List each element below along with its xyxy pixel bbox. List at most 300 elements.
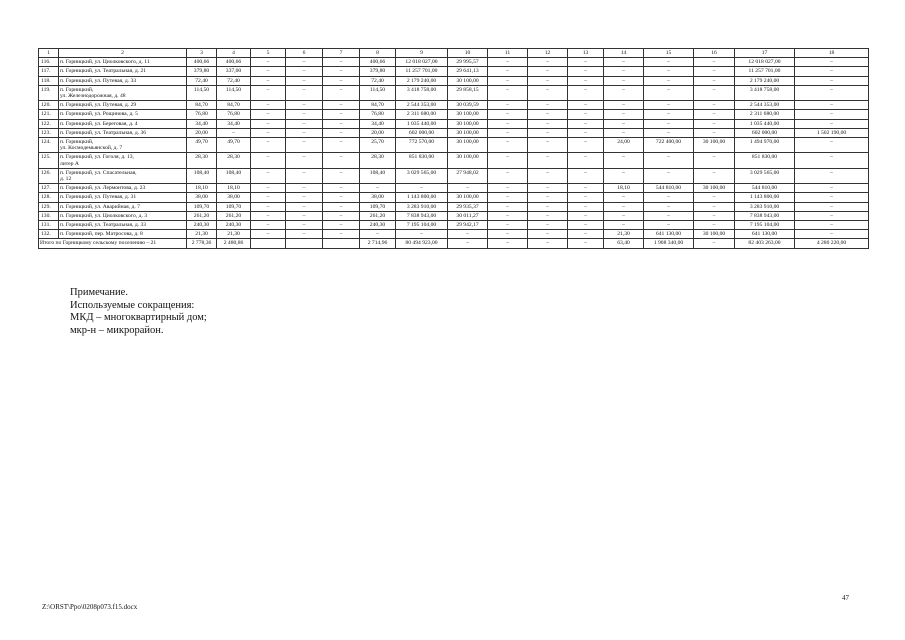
value-cell: – <box>795 184 869 193</box>
page-number: 47 <box>842 594 849 602</box>
value-cell: 11 257 701,00 <box>735 67 795 76</box>
value-cell: – <box>286 153 323 168</box>
value-cell: 30 011,27 <box>448 211 488 220</box>
value-cell: 3 029 565,00 <box>396 168 448 183</box>
address-line-2: д. 12 <box>60 176 72 183</box>
value-cell: – <box>323 128 360 137</box>
value-cell: – <box>360 230 396 239</box>
value-cell: 641 130,00 <box>735 230 795 239</box>
value-cell: – <box>251 184 286 193</box>
value-cell: – <box>795 168 869 183</box>
value-cell: 7 195 104,00 <box>396 221 448 230</box>
value-cell: 30 100,00 <box>448 138 488 153</box>
row-number-cell: 124. <box>39 138 59 153</box>
total-value-cell: – <box>568 239 604 248</box>
value-cell: 84,70 <box>217 101 251 110</box>
address-cell <box>59 119 187 128</box>
value-cell: 3 283 910,00 <box>396 202 448 211</box>
value-cell: – <box>323 85 360 100</box>
value-cell: – <box>251 202 286 211</box>
value-cell: 400,66 <box>360 58 396 67</box>
address-cell <box>59 110 187 119</box>
value-cell: – <box>795 221 869 230</box>
table-row <box>39 128 869 137</box>
table-row <box>39 153 869 168</box>
value-cell: – <box>604 168 644 183</box>
value-cell: – <box>644 110 694 119</box>
total-value-cell: 2 714,96 <box>360 239 396 248</box>
value-cell: 34,40 <box>217 119 251 128</box>
value-cell: – <box>323 211 360 220</box>
value-cell: – <box>323 119 360 128</box>
file-path: Z:\ORST\Ppo\0208p073.f15.docx <box>42 603 138 611</box>
value-cell: – <box>528 138 568 153</box>
value-cell: – <box>323 153 360 168</box>
value-cell: – <box>568 221 604 230</box>
value-cell: 30 100,00 <box>448 128 488 137</box>
column-number-cell: 17 <box>735 49 795 58</box>
value-cell: – <box>286 221 323 230</box>
value-cell: – <box>604 110 644 119</box>
value-cell: 12 018 027,00 <box>735 58 795 67</box>
address-line: п. Горницкий, <box>60 86 94 93</box>
header-row <box>39 49 869 58</box>
note-line: мкр-н – микрорайон. <box>70 324 164 336</box>
table-row <box>39 230 869 239</box>
value-cell: – <box>568 153 604 168</box>
column-number-cell: 9 <box>396 49 448 58</box>
value-cell: 240,30 <box>187 221 217 230</box>
address-cell <box>59 211 187 220</box>
value-cell: – <box>568 85 604 100</box>
value-cell: – <box>448 184 488 193</box>
value-cell: – <box>251 153 286 168</box>
value-cell: – <box>488 67 528 76</box>
value-cell: 1 502 190,00 <box>795 128 869 137</box>
value-cell: 544 810,00 <box>644 184 694 193</box>
value-cell: 3 283 910,00 <box>735 202 795 211</box>
table-row <box>39 184 869 193</box>
value-cell: – <box>644 221 694 230</box>
value-cell: – <box>251 138 286 153</box>
column-number-cell: 15 <box>644 49 694 58</box>
value-cell: – <box>488 101 528 110</box>
value-cell: – <box>604 67 644 76</box>
value-cell: 18,10 <box>217 184 251 193</box>
value-cell: – <box>323 101 360 110</box>
value-cell: – <box>528 153 568 168</box>
value-cell: – <box>644 193 694 202</box>
address-line: п. Горницкий, ул. Циолковского, д. 3 <box>60 212 148 219</box>
table-row <box>39 221 869 230</box>
address-cell <box>59 67 187 76</box>
value-cell: 29 935,37 <box>448 202 488 211</box>
value-cell: 108,40 <box>217 168 251 183</box>
value-cell: – <box>286 138 323 153</box>
value-cell: – <box>323 184 360 193</box>
address-cell <box>59 101 187 110</box>
value-cell: – <box>694 119 735 128</box>
value-cell: – <box>286 119 323 128</box>
value-cell: – <box>251 110 286 119</box>
value-cell: – <box>644 211 694 220</box>
value-cell: – <box>694 101 735 110</box>
value-cell: 76,80 <box>217 110 251 119</box>
address-line: п. Горницкий, ул. Путевая, д. 29 <box>60 102 137 109</box>
value-cell: 49,70 <box>217 138 251 153</box>
value-cell: 30 100,00 <box>694 184 735 193</box>
value-cell: – <box>694 67 735 76</box>
address-line-2: ул. Космодемьянской, д. 7 <box>60 145 123 152</box>
value-cell: – <box>795 110 869 119</box>
value-cell: 28,30 <box>187 153 217 168</box>
value-cell: – <box>644 101 694 110</box>
address-line: п. Горницкий, пер. Матросова, д. 8 <box>60 231 143 238</box>
value-cell: 2 311 680,00 <box>735 110 795 119</box>
value-cell: 27 948,02 <box>448 168 488 183</box>
value-cell: – <box>488 119 528 128</box>
row-number-cell: 129. <box>39 202 59 211</box>
value-cell: – <box>488 211 528 220</box>
value-cell: – <box>568 202 604 211</box>
value-cell: – <box>488 221 528 230</box>
value-cell: – <box>488 168 528 183</box>
value-cell: 3 418 758,00 <box>735 85 795 100</box>
address-cell <box>59 85 187 100</box>
row-number-cell: 125. <box>39 153 59 168</box>
value-cell: – <box>488 202 528 211</box>
table-row <box>39 76 869 85</box>
value-cell: – <box>488 58 528 67</box>
address-line: п. Горницкий, ул. Лермонтова, д. 23 <box>60 185 146 192</box>
note-line: Примечание. <box>70 287 128 298</box>
column-number-cell: 11 <box>488 49 528 58</box>
total-value-cell: 63,40 <box>604 239 644 248</box>
value-cell: 21,30 <box>187 230 217 239</box>
total-value-cell: – <box>694 239 735 248</box>
value-cell: – <box>568 67 604 76</box>
column-number-cell: 7 <box>323 49 360 58</box>
value-cell: – <box>694 202 735 211</box>
value-cell: – <box>568 211 604 220</box>
value-cell: – <box>528 193 568 202</box>
value-cell: – <box>323 76 360 85</box>
value-cell: 38,00 <box>187 193 217 202</box>
address-line: п. Горницкий, ул. Путевая, д. 33 <box>60 77 137 84</box>
notes-block <box>70 287 207 337</box>
value-cell: 114,50 <box>187 85 217 100</box>
value-cell: – <box>795 67 869 76</box>
value-cell: 11 257 701,00 <box>396 67 448 76</box>
value-cell: 18,10 <box>187 184 217 193</box>
value-cell: – <box>795 58 869 67</box>
value-cell: – <box>286 67 323 76</box>
value-cell: – <box>360 184 396 193</box>
note-line: Используемые сокращения: <box>70 299 195 311</box>
address-line: п. Горницкий, ул. Театральная, д. 21 <box>60 68 147 75</box>
row-number-cell: 130. <box>39 211 59 220</box>
value-cell: 1 143 800,00 <box>396 193 448 202</box>
value-cell: – <box>217 128 251 137</box>
value-cell: 29 995,57 <box>448 58 488 67</box>
total-value-cell: – <box>448 239 488 248</box>
address-line: п. Горницкий, ул. Рощинова, д. 5 <box>60 111 138 118</box>
value-cell: – <box>528 184 568 193</box>
value-cell: 12 018 027,00 <box>396 58 448 67</box>
address-line: п. Горницкий, ул. Театральная, д. 36 <box>60 129 147 136</box>
address-cell <box>59 128 187 137</box>
value-cell: – <box>528 168 568 183</box>
value-cell: 84,70 <box>360 101 396 110</box>
address-cell <box>59 193 187 202</box>
address-line-2: литер А <box>60 160 79 167</box>
value-cell: 261,20 <box>217 211 251 220</box>
value-cell: – <box>604 128 644 137</box>
value-cell: 641 130,00 <box>644 230 694 239</box>
address-line: п. Горницкий, ул. Циолковского, д. 11 <box>60 59 150 66</box>
value-cell: – <box>528 85 568 100</box>
value-cell: – <box>488 184 528 193</box>
value-cell: – <box>488 128 528 137</box>
value-cell: 30 039,59 <box>448 101 488 110</box>
value-cell: – <box>568 168 604 183</box>
value-cell: – <box>286 184 323 193</box>
row-number-cell: 117. <box>39 67 59 76</box>
value-cell: 18,10 <box>604 184 644 193</box>
value-cell: – <box>286 76 323 85</box>
value-cell: – <box>286 202 323 211</box>
value-cell: – <box>323 138 360 153</box>
column-number-cell: 18 <box>795 49 869 58</box>
value-cell: – <box>694 221 735 230</box>
value-cell: – <box>604 58 644 67</box>
value-cell: – <box>604 193 644 202</box>
value-cell: – <box>488 138 528 153</box>
address-cell <box>59 221 187 230</box>
value-cell: – <box>488 76 528 85</box>
value-cell: – <box>323 110 360 119</box>
value-cell: – <box>251 58 286 67</box>
column-number-cell: 13 <box>568 49 604 58</box>
value-cell: – <box>644 168 694 183</box>
value-cell: – <box>323 230 360 239</box>
row-number-cell: 119. <box>39 85 59 100</box>
column-number-cell: 2 <box>59 49 187 58</box>
address-line: п. Горницкий, ул. Аварийная, д. 7 <box>60 203 140 210</box>
value-cell: 72,40 <box>187 76 217 85</box>
value-cell: – <box>644 76 694 85</box>
value-cell: 72,40 <box>217 76 251 85</box>
table-row <box>39 67 869 76</box>
value-cell: – <box>286 168 323 183</box>
value-cell: 722 400,00 <box>644 138 694 153</box>
value-cell: – <box>568 230 604 239</box>
value-cell: – <box>251 230 286 239</box>
total-value-cell <box>286 239 323 248</box>
value-cell: – <box>286 230 323 239</box>
column-number-cell: 14 <box>604 49 644 58</box>
value-cell: 34,40 <box>187 119 217 128</box>
value-cell: – <box>528 221 568 230</box>
value-cell: – <box>644 202 694 211</box>
value-cell: – <box>644 128 694 137</box>
value-cell: – <box>644 85 694 100</box>
row-number-cell: 122. <box>39 119 59 128</box>
value-cell: – <box>528 230 568 239</box>
address-line: п. Горницкий, ул. Театральная, д. 33 <box>60 222 147 229</box>
value-cell: – <box>795 119 869 128</box>
value-cell: 851 830,00 <box>735 153 795 168</box>
total-value-cell: 1 908 340,00 <box>644 239 694 248</box>
value-cell: 1 035 440,00 <box>396 119 448 128</box>
value-cell: – <box>528 211 568 220</box>
value-cell: – <box>323 202 360 211</box>
row-number-cell: 127. <box>39 184 59 193</box>
value-cell: 602 000,00 <box>396 128 448 137</box>
value-cell: 772 570,00 <box>396 138 448 153</box>
table-row <box>39 110 869 119</box>
value-cell: – <box>251 211 286 220</box>
value-cell: – <box>694 128 735 137</box>
table-row <box>39 119 869 128</box>
total-value-cell: – <box>528 239 568 248</box>
value-cell: – <box>286 193 323 202</box>
value-cell: – <box>795 85 869 100</box>
value-cell: – <box>568 184 604 193</box>
value-cell: 76,80 <box>360 110 396 119</box>
value-cell: 109,70 <box>187 202 217 211</box>
value-cell: – <box>694 193 735 202</box>
value-cell: 29 641,13 <box>448 67 488 76</box>
value-cell: 851 830,00 <box>396 153 448 168</box>
value-cell: 240,30 <box>217 221 251 230</box>
column-number-cell: 4 <box>217 49 251 58</box>
value-cell: – <box>286 128 323 137</box>
value-cell: 1 143 800,00 <box>735 193 795 202</box>
value-cell: 400,66 <box>217 58 251 67</box>
address-line: п. Горницкий, ул. Путевая, д. 31 <box>60 194 137 201</box>
value-cell: 34,40 <box>360 119 396 128</box>
total-value-cell <box>323 239 360 248</box>
value-cell: 544 810,00 <box>735 184 795 193</box>
value-cell: – <box>251 85 286 100</box>
address-line: п. Горницкий, ул. Береговая, д. 4 <box>60 120 138 127</box>
value-cell: 28,30 <box>360 153 396 168</box>
row-number-cell: 118. <box>39 76 59 85</box>
value-cell: – <box>795 193 869 202</box>
total-value-cell: 82 403 263,00 <box>735 239 795 248</box>
value-cell: – <box>286 58 323 67</box>
value-cell: 2 544 353,00 <box>396 101 448 110</box>
value-cell: – <box>644 58 694 67</box>
value-cell: – <box>286 110 323 119</box>
address-line-2: ул. Железнодорожная, д. 48 <box>60 93 126 100</box>
value-cell: – <box>251 168 286 183</box>
value-cell: 114,50 <box>360 85 396 100</box>
value-cell: – <box>286 85 323 100</box>
address-cell <box>59 184 187 193</box>
value-cell: – <box>528 110 568 119</box>
value-cell: – <box>795 230 869 239</box>
column-number-cell: 10 <box>448 49 488 58</box>
row-number-cell: 126. <box>39 168 59 183</box>
value-cell: – <box>604 101 644 110</box>
address-cell <box>59 138 187 153</box>
value-cell: – <box>795 138 869 153</box>
value-cell: – <box>568 119 604 128</box>
value-cell: – <box>396 184 448 193</box>
value-cell: 30 100,00 <box>448 110 488 119</box>
value-cell: 261,20 <box>360 211 396 220</box>
value-cell: – <box>528 202 568 211</box>
value-cell: 337,00 <box>217 67 251 76</box>
value-cell: – <box>694 153 735 168</box>
address-cell <box>59 202 187 211</box>
total-value-cell <box>251 239 286 248</box>
row-number-cell: 123. <box>39 128 59 137</box>
value-cell: – <box>251 193 286 202</box>
address-cell <box>59 230 187 239</box>
value-cell: – <box>604 202 644 211</box>
value-cell: 1 035 440,00 <box>735 119 795 128</box>
row-number-cell: 128. <box>39 193 59 202</box>
value-cell: – <box>323 58 360 67</box>
value-cell: 2 179 240,00 <box>396 76 448 85</box>
value-cell: – <box>528 58 568 67</box>
total-value-cell: 4 280 220,00 <box>795 239 869 248</box>
value-cell: – <box>488 110 528 119</box>
value-cell: 7 838 943,00 <box>396 211 448 220</box>
value-cell: – <box>568 101 604 110</box>
value-cell: 38,00 <box>217 193 251 202</box>
value-cell: – <box>251 76 286 85</box>
value-cell: 84,70 <box>187 101 217 110</box>
table-row <box>39 138 869 153</box>
value-cell: – <box>528 101 568 110</box>
column-number-cell: 3 <box>187 49 217 58</box>
value-cell: – <box>694 76 735 85</box>
value-cell: 109,70 <box>217 202 251 211</box>
value-cell: 2 544 353,00 <box>735 101 795 110</box>
value-cell: 2 311 680,00 <box>396 110 448 119</box>
value-cell: – <box>604 76 644 85</box>
row-number-cell: 121. <box>39 110 59 119</box>
value-cell: – <box>644 67 694 76</box>
address-cell <box>59 76 187 85</box>
value-cell: – <box>568 76 604 85</box>
value-cell: 30 100,00 <box>694 138 735 153</box>
value-cell: – <box>644 153 694 168</box>
value-cell: – <box>251 221 286 230</box>
value-cell: – <box>795 153 869 168</box>
value-cell: 114,50 <box>217 85 251 100</box>
value-cell: – <box>323 67 360 76</box>
column-number-cell: 16 <box>694 49 735 58</box>
address-line: п. Горницкий, ул. Спасательная, <box>60 169 137 176</box>
address-cell <box>59 58 187 67</box>
value-cell: – <box>528 67 568 76</box>
value-cell: 108,40 <box>360 168 396 183</box>
value-cell: 30 100,00 <box>694 230 735 239</box>
value-cell: 29 942,17 <box>448 221 488 230</box>
value-cell: – <box>528 119 568 128</box>
value-cell: – <box>323 168 360 183</box>
note-line: МКД – многоквартирный дом; <box>70 312 207 323</box>
value-cell: – <box>795 202 869 211</box>
value-cell: 30 100,00 <box>448 153 488 168</box>
total-value-cell: 80 494 923,00 <box>396 239 448 248</box>
value-cell: 29 858,15 <box>448 85 488 100</box>
